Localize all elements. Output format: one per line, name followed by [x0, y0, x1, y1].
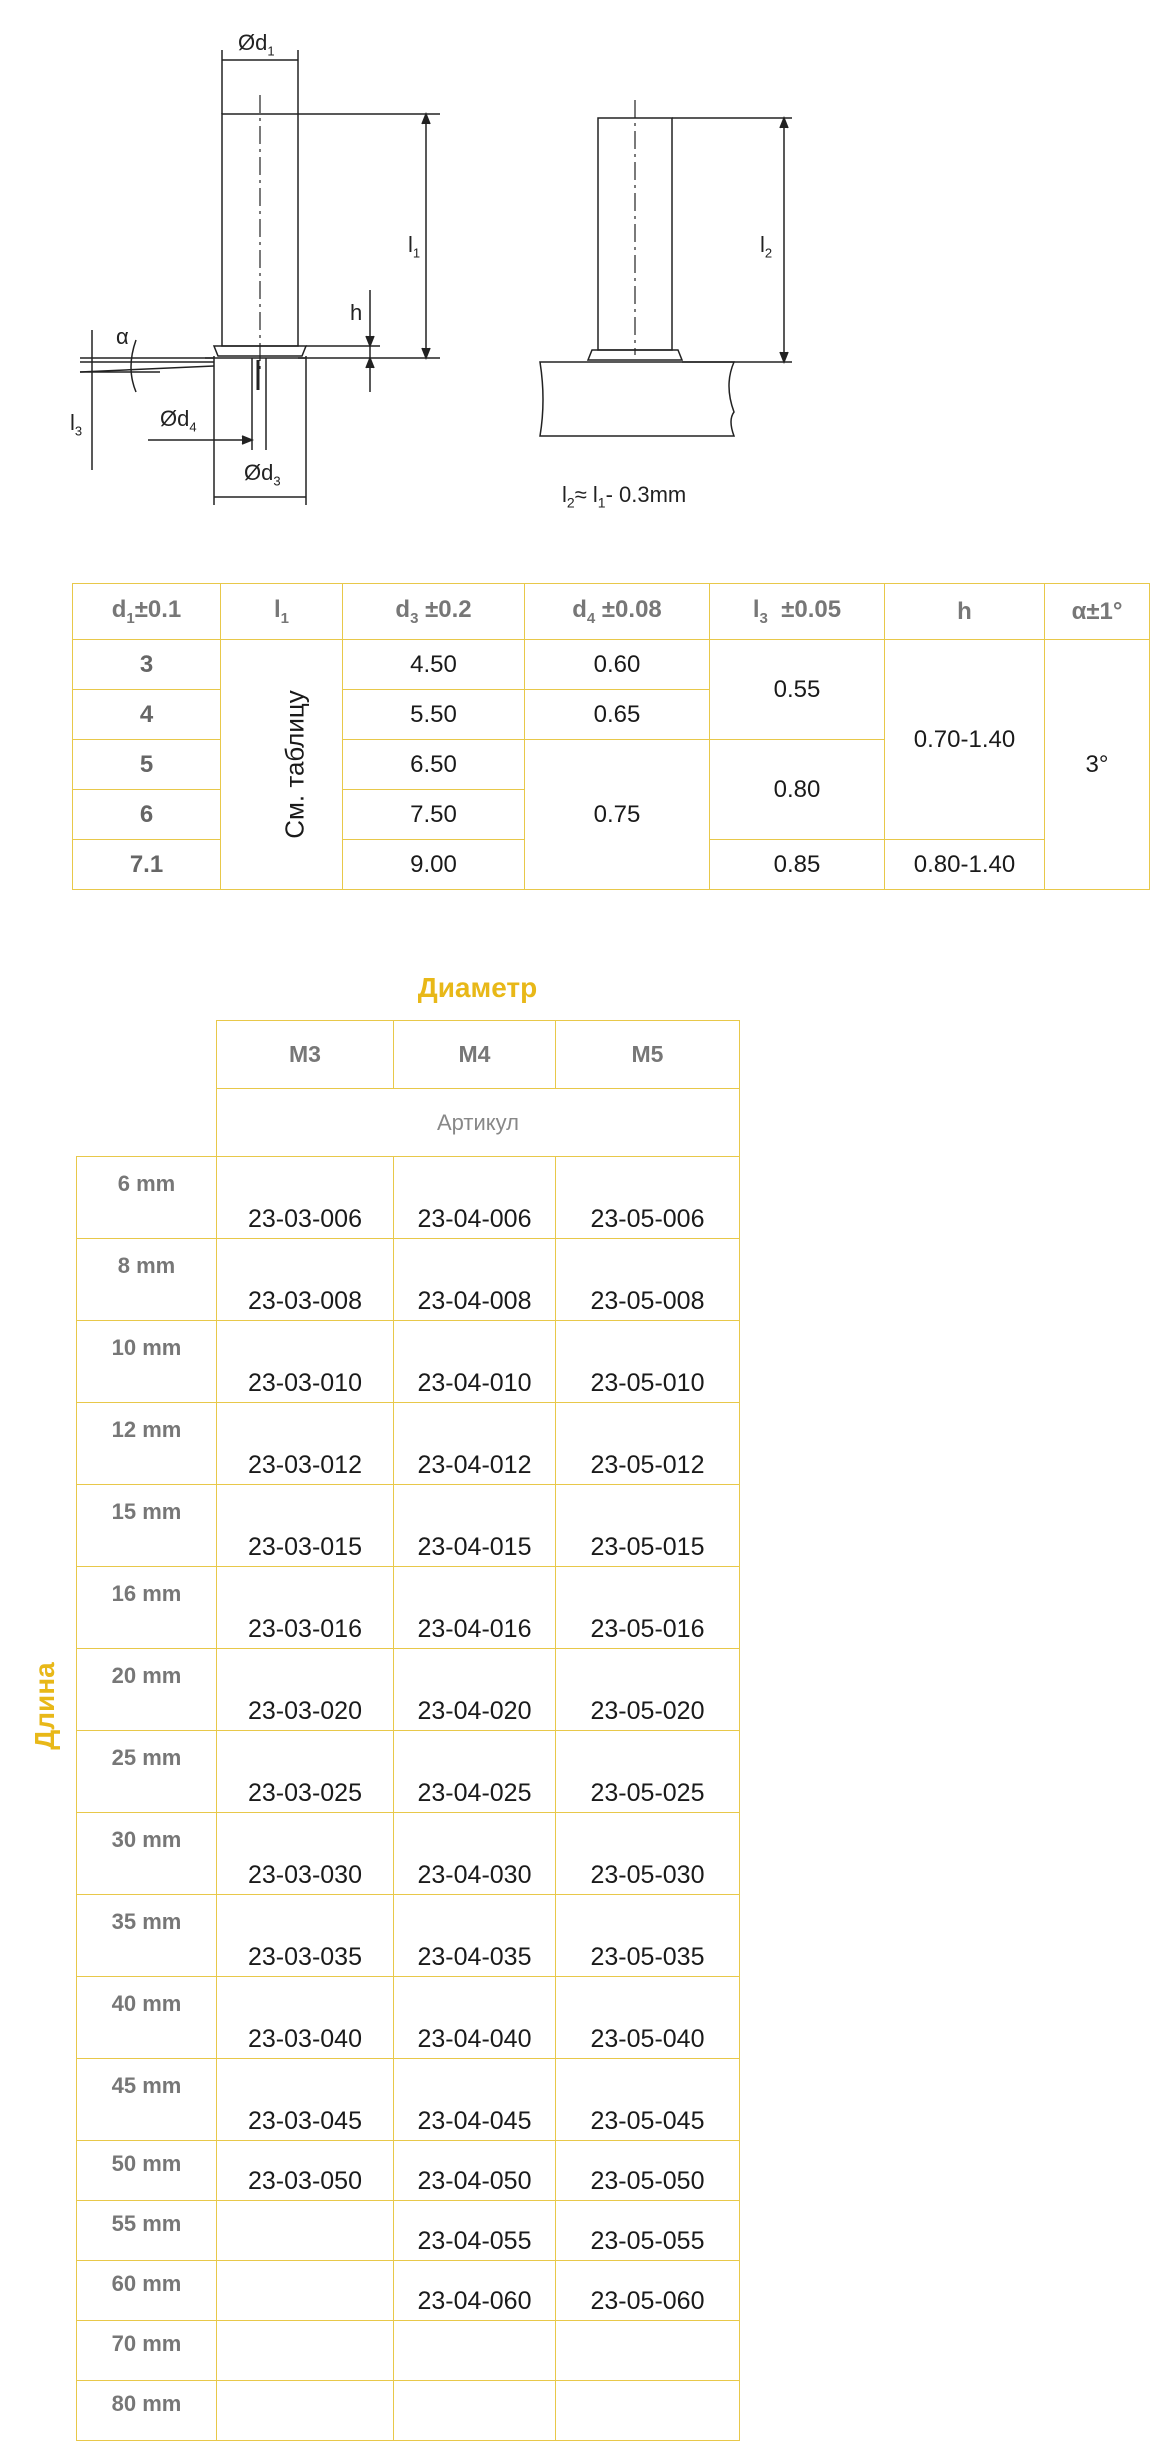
- article-table-body: [77, 1157, 740, 2441]
- header-d4: [525, 584, 710, 640]
- article-cell-m4: 23-04-040: [394, 1977, 556, 2059]
- header-l3-main: l: [752, 596, 760, 624]
- d4-cell: 0.65: [525, 690, 710, 740]
- table-row: [77, 1567, 740, 1649]
- formula-l2: l: [562, 482, 567, 507]
- header-l3-tol: ±0.05: [767, 596, 842, 624]
- article-cell-m4: [394, 2381, 556, 2441]
- article-cell-m3: 23-03-016: [217, 1567, 394, 1649]
- table-row: [77, 1731, 740, 1813]
- d1-cell: 5: [73, 740, 221, 790]
- formula-l2-sub: 2: [566, 494, 575, 511]
- header-l1-sub: 1: [280, 609, 289, 627]
- d3-cell: 4.50: [343, 640, 525, 690]
- column-header-m4: M4: [394, 1021, 556, 1089]
- stud-drawing-svg: [0, 0, 1165, 540]
- length-cell: 50 mm: [77, 2141, 217, 2201]
- article-cell-m3: 23-03-045: [217, 2059, 394, 2141]
- h-cell: 0.70-1.40: [885, 640, 1045, 840]
- article-cell-m5: [556, 2321, 740, 2381]
- length-title: Длина: [29, 1662, 60, 1750]
- table-row: [77, 1649, 740, 1731]
- length-cell: 15 mm: [77, 1485, 217, 1567]
- label-d4-sub: 4: [189, 419, 197, 435]
- length-cell: 70 mm: [77, 2321, 217, 2381]
- label-l1: [408, 234, 420, 259]
- l3-cell: 0.85: [710, 840, 885, 890]
- technical-drawing: [0, 0, 1165, 540]
- d1-cell: 6: [73, 790, 221, 840]
- article-table: [76, 1020, 740, 2441]
- l2-formula: [562, 482, 686, 510]
- dimensions-table: [72, 583, 1150, 890]
- table-row: [77, 2059, 740, 2141]
- label-d3: [244, 462, 281, 487]
- article-cell-m4: 23-04-015: [394, 1485, 556, 1567]
- article-cell-m3: [217, 2261, 394, 2321]
- article-cell-m5: 23-05-040: [556, 1977, 740, 2059]
- alpha-cell: 3°: [1045, 640, 1150, 890]
- table-row: [77, 1977, 740, 2059]
- article-cell-m3: 23-03-035: [217, 1895, 394, 1977]
- column-header-m5: M5: [556, 1021, 740, 1089]
- article-cell-m4: 23-04-055: [394, 2201, 556, 2261]
- column-header-m3: M3: [217, 1021, 394, 1089]
- article-subheader: Артикул: [217, 1089, 740, 1157]
- header-h: h: [885, 584, 1045, 640]
- article-cell-m3: 23-03-030: [217, 1813, 394, 1895]
- diameter-title: Диаметр: [417, 972, 538, 1003]
- article-cell-m4: 23-04-020: [394, 1649, 556, 1731]
- article-cell-m4: 23-04-035: [394, 1895, 556, 1977]
- article-cell-m5: 23-05-010: [556, 1321, 740, 1403]
- label-d1-main: Ød: [238, 30, 268, 55]
- base-plate: [540, 362, 734, 436]
- article-cell-m4: 23-04-016: [394, 1567, 556, 1649]
- d4-cell: 0.75: [525, 740, 710, 890]
- length-cell: 60 mm: [77, 2261, 217, 2321]
- header-d3: [343, 584, 525, 640]
- table-row: [77, 1895, 740, 1977]
- length-cell: 10 mm: [77, 1321, 217, 1403]
- length-cell: 16 mm: [77, 1567, 217, 1649]
- article-cell-m3: 23-03-006: [217, 1157, 394, 1239]
- label-l2: [760, 234, 772, 259]
- h-cell: 0.80-1.40: [885, 840, 1045, 890]
- table-row: [77, 2261, 740, 2321]
- header-alpha: α±1°: [1045, 584, 1150, 640]
- l3-cell: 0.55: [710, 640, 885, 740]
- article-cell-m3: 23-03-008: [217, 1239, 394, 1321]
- label-l2-main: l: [760, 232, 765, 257]
- d1-cell: 3: [73, 640, 221, 690]
- length-cell: 55 mm: [77, 2201, 217, 2261]
- table-row: [77, 1403, 740, 1485]
- article-cell-m4: 23-04-045: [394, 2059, 556, 2141]
- d3-cell: 5.50: [343, 690, 525, 740]
- header-d1-sub: 1: [126, 609, 135, 627]
- label-d1-sub: 1: [267, 43, 275, 59]
- dimensions-row: [73, 640, 1150, 690]
- article-cell-m4: 23-04-008: [394, 1239, 556, 1321]
- table-row: [77, 1813, 740, 1895]
- blank-corner: [77, 1021, 217, 1089]
- label-l3: [70, 412, 82, 437]
- formula-l1-sub: 1: [597, 494, 606, 511]
- article-cell-m3: 23-03-050: [217, 2141, 394, 2201]
- header-d4-main: d: [572, 596, 587, 624]
- article-cell-m4: 23-04-006: [394, 1157, 556, 1239]
- label-l3-main: l: [70, 410, 75, 435]
- article-cell-m5: 23-05-008: [556, 1239, 740, 1321]
- l1-note: См. таблицу: [279, 690, 310, 839]
- header-d3-sub: 3: [410, 609, 419, 627]
- header-d3-main: d: [395, 596, 411, 624]
- length-cell: 8 mm: [77, 1239, 217, 1321]
- label-d3-main: Ød: [244, 460, 274, 485]
- header-d1: [73, 584, 221, 640]
- header-l1: [221, 584, 343, 640]
- length-cell: 25 mm: [77, 1731, 217, 1813]
- formula-rest: - 0.3mm: [605, 482, 687, 507]
- article-cell-m5: 23-05-030: [556, 1813, 740, 1895]
- header-d1-main: d: [111, 596, 127, 624]
- article-cell-m4: 23-04-060: [394, 2261, 556, 2321]
- blank-corner: [77, 1089, 217, 1157]
- label-alpha: α: [116, 324, 129, 349]
- article-cell-m5: 23-05-045: [556, 2059, 740, 2141]
- label-l1-main: l: [408, 232, 413, 257]
- table-row: [77, 1239, 740, 1321]
- length-cell: 40 mm: [77, 1977, 217, 2059]
- length-cell: 45 mm: [77, 2059, 217, 2141]
- d3-cell: 7.50: [343, 790, 525, 840]
- article-cell-m4: 23-04-050: [394, 2141, 556, 2201]
- article-cell-m4: 23-04-012: [394, 1403, 556, 1485]
- article-cell-m5: 23-05-016: [556, 1567, 740, 1649]
- article-cell-m3: 23-03-010: [217, 1321, 394, 1403]
- header-d4-tol: ±0.08: [595, 596, 662, 624]
- label-l2-sub: 2: [764, 245, 773, 261]
- article-cell-m5: 23-05-020: [556, 1649, 740, 1731]
- header-d4-sub: 4: [586, 609, 596, 627]
- label-d1: [238, 32, 275, 57]
- l1-note-cell: [221, 640, 343, 890]
- d3-cell: 9.00: [343, 840, 525, 890]
- header-l1-main: l: [273, 596, 281, 624]
- table-row: [77, 1321, 740, 1403]
- article-cell-m3: 23-03-012: [217, 1403, 394, 1485]
- length-cell: 30 mm: [77, 1813, 217, 1895]
- article-cell-m4: [394, 2321, 556, 2381]
- table-row: [77, 2141, 740, 2201]
- article-cell-m5: 23-05-006: [556, 1157, 740, 1239]
- article-cell-m5: 23-05-060: [556, 2261, 740, 2321]
- article-cell-m5: 23-05-050: [556, 2141, 740, 2201]
- label-d4: [160, 408, 197, 433]
- article-cell-m3: 23-03-025: [217, 1731, 394, 1813]
- header-l3: [710, 584, 885, 640]
- table-row: [77, 1485, 740, 1567]
- table-row: [77, 2321, 740, 2381]
- article-cell-m5: 23-05-012: [556, 1403, 740, 1485]
- article-cell-m3: 23-03-040: [217, 1977, 394, 2059]
- article-cell-m4: 23-04-025: [394, 1731, 556, 1813]
- article-subheader-row: [77, 1089, 740, 1157]
- label-l3-sub: 3: [74, 423, 83, 439]
- article-cell-m5: 23-05-035: [556, 1895, 740, 1977]
- length-cell: 12 mm: [77, 1403, 217, 1485]
- length-cell: 20 mm: [77, 1649, 217, 1731]
- label-d4-main: Ød: [160, 406, 190, 431]
- table-row: [77, 2381, 740, 2441]
- article-cell-m5: 23-05-025: [556, 1731, 740, 1813]
- length-cell: 35 mm: [77, 1895, 217, 1977]
- article-header-row: [77, 1021, 740, 1089]
- header-l3-sub: 3: [759, 609, 768, 627]
- l3-cell: 0.80: [710, 740, 885, 840]
- table-row: [77, 2201, 740, 2261]
- header-d1-tol: ±0.1: [134, 596, 182, 624]
- table-row: [77, 1157, 740, 1239]
- length-cell: 80 mm: [77, 2381, 217, 2441]
- label-l1-sub: 1: [412, 245, 421, 261]
- article-cell-m5: [556, 2381, 740, 2441]
- length-cell: 6 mm: [77, 1157, 217, 1239]
- article-cell-m3: [217, 2201, 394, 2261]
- d1-cell: 4: [73, 690, 221, 740]
- article-cell-m4: 23-04-030: [394, 1813, 556, 1895]
- article-cell-m5: 23-05-055: [556, 2201, 740, 2261]
- d3-cell: 6.50: [343, 740, 525, 790]
- article-cell-m3: 23-03-015: [217, 1485, 394, 1567]
- article-cell-m4: 23-04-010: [394, 1321, 556, 1403]
- label-h: h: [350, 300, 363, 325]
- label-d3-sub: 3: [273, 473, 281, 489]
- d1-cell: 7.1: [73, 840, 221, 890]
- header-d3-tol: ±0.2: [418, 596, 472, 624]
- article-cell-m3: [217, 2381, 394, 2441]
- article-cell-m5: 23-05-015: [556, 1485, 740, 1567]
- formula-approx: ≈ l: [574, 482, 598, 507]
- dimensions-header-row: [73, 584, 1150, 640]
- d4-cell: 0.60: [525, 640, 710, 690]
- article-cell-m3: [217, 2321, 394, 2381]
- article-cell-m3: 23-03-020: [217, 1649, 394, 1731]
